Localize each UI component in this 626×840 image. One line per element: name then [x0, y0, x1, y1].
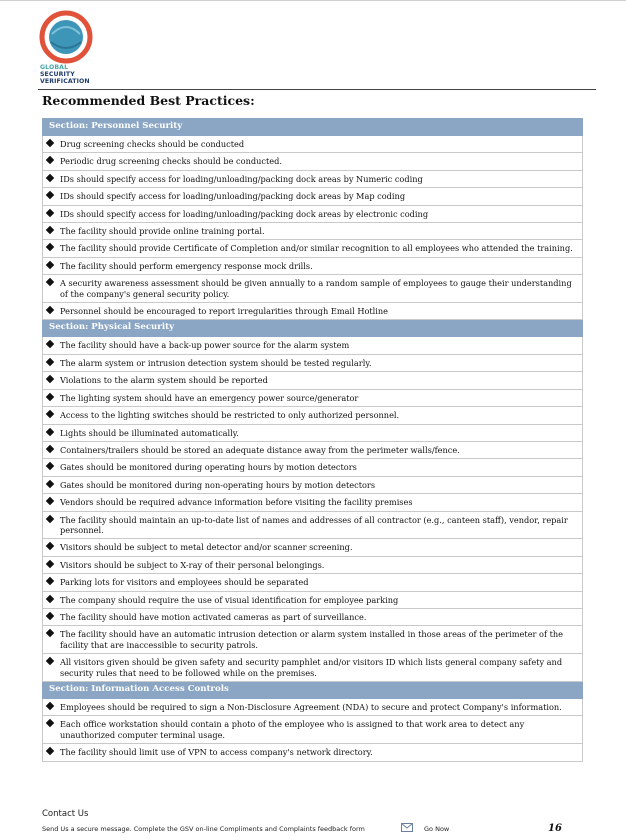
practice-cell	[43, 716, 583, 744]
practice-row	[43, 654, 583, 682]
practice-cell	[43, 153, 583, 170]
section-title: Section: Personnel Security	[43, 119, 583, 136]
diamond-bullet-icon	[46, 445, 54, 453]
practice-row	[43, 699, 583, 716]
practice-row	[43, 459, 583, 476]
practice-cell	[43, 136, 583, 153]
practice-text: Visitors should be subject to X-ray of their personal belongings.	[60, 559, 325, 570]
diamond-bullet-icon	[46, 278, 54, 286]
practice-text: A security awareness assessment should be given annually to a random sample of employees to gauge their understanding of the company's general security policy.	[60, 278, 572, 299]
practice-row	[43, 188, 583, 205]
practice-cell	[43, 240, 583, 257]
practice-text: Personnel should be encouraged to report irregularities through Email Hotline	[60, 306, 389, 317]
practice-row	[43, 372, 583, 389]
practice-cell	[43, 424, 583, 441]
practice-text: Lights should be illuminated automatically.	[60, 427, 239, 438]
practice-text: Drug screening checks should be conducted	[60, 139, 245, 149]
practice-text: Periodic drug screening checks should be conducted.	[60, 156, 282, 167]
practice-text: The alarm system or intrusion detection system should be tested regularly.	[60, 357, 372, 368]
practice-cell	[43, 626, 583, 654]
practice-cell	[43, 205, 583, 222]
logo-text	[40, 64, 90, 85]
diamond-bullet-icon	[46, 747, 54, 755]
logo-line-verification: VERIFICATION	[40, 78, 90, 85]
diamond-bullet-icon	[46, 156, 54, 164]
diamond-bullet-icon	[46, 497, 54, 505]
practice-row	[43, 275, 583, 303]
practice-text: Each office workstation should contain a photo of the employee who is assigned to that work area to detect any unauthorized computer terminal usage.	[60, 719, 525, 740]
practice-cell	[43, 459, 583, 476]
practice-cell	[43, 407, 583, 424]
practice-row	[43, 424, 583, 441]
practice-text: Employees should be required to sign a Non-Disclosure Agreement (NDA) to secure and protect Company's information.	[60, 702, 562, 712]
diamond-bullet-icon	[46, 462, 54, 470]
page-number: 16	[548, 823, 562, 834]
practice-cell	[43, 574, 583, 591]
practice-row	[43, 441, 583, 458]
practice-row	[43, 354, 583, 371]
practice-text: The facility should provide Certificate of Completion and/or similar recognition to all employees who attended the training.	[60, 243, 573, 254]
diamond-bullet-icon	[46, 560, 54, 568]
practice-row	[43, 257, 583, 274]
practice-row	[43, 223, 583, 240]
practice-row	[43, 556, 583, 573]
practice-row	[43, 303, 583, 320]
practice-text: The facility should limit use of VPN to access company's network directory.	[60, 747, 373, 758]
practice-text: The company should require the use of visual identification for employee parking	[60, 594, 399, 605]
diamond-bullet-icon	[46, 514, 54, 522]
practice-cell	[43, 539, 583, 556]
practice-row	[43, 389, 583, 406]
diamond-bullet-icon	[46, 719, 54, 727]
practice-row	[43, 494, 583, 511]
practice-text: All visitors given should be given safety and security pamphlet and/or visitors ID which lists general company safety and security rules that need to be followed while on the premises.	[60, 657, 563, 678]
practice-text: Containers/trailers should be stored an adequate distance away from the perimeter walls/fence.	[60, 444, 460, 455]
diamond-bullet-icon	[46, 542, 54, 550]
diamond-bullet-icon	[46, 410, 54, 418]
practice-row	[43, 476, 583, 493]
logo-line-security: SECURITY	[40, 71, 75, 78]
diamond-bullet-icon	[46, 261, 54, 269]
practice-text: Parking lots for visitors and employees should be separated	[60, 577, 309, 588]
practice-row	[43, 136, 583, 153]
practice-cell	[43, 275, 583, 303]
practice-row	[43, 407, 583, 424]
practice-cell	[43, 476, 583, 493]
practice-cell	[43, 372, 583, 389]
practice-row	[43, 626, 583, 654]
practice-row	[43, 591, 583, 608]
practice-row	[43, 744, 583, 761]
practice-cell	[43, 511, 583, 539]
practice-row	[43, 240, 583, 257]
diamond-bullet-icon	[46, 479, 54, 487]
practice-text: Access to the lighting switches should be restricted to only authorized personnel.	[60, 410, 400, 421]
practice-cell	[43, 354, 583, 371]
diamond-bullet-icon	[46, 612, 54, 620]
practice-text: IDs should specify access for loading/unloading/packing dock areas by electronic coding	[60, 208, 429, 219]
practice-cell	[43, 699, 583, 716]
diamond-bullet-icon	[46, 243, 54, 251]
practice-cell	[43, 744, 583, 761]
practice-cell	[43, 608, 583, 625]
practice-row	[43, 716, 583, 744]
practice-cell	[43, 257, 583, 274]
diamond-bullet-icon	[46, 174, 54, 182]
practice-cell	[43, 188, 583, 205]
practice-row	[43, 608, 583, 625]
diamond-bullet-icon	[46, 226, 54, 234]
practice-row	[43, 205, 583, 222]
practice-text: Violations to the alarm system should be reported	[60, 375, 268, 386]
diamond-bullet-icon	[46, 657, 54, 665]
diamond-bullet-icon	[46, 340, 54, 348]
practice-cell	[43, 223, 583, 240]
practice-row	[43, 170, 583, 187]
practice-text: Visitors should be subject to metal detector and/or scanner screening.	[60, 542, 353, 553]
practice-cell	[43, 494, 583, 511]
best-practices-table	[42, 118, 583, 762]
practice-row	[43, 337, 583, 354]
practice-text: IDs should specify access for loading/unloading/packing dock areas by Map coding	[60, 191, 406, 202]
practice-text: The facility should have an automatic intrusion detection or alarm system installed in those areas of the perimeter of the facility that are inaccessible to security patrols.	[60, 629, 564, 650]
diamond-bullet-icon	[46, 191, 54, 199]
practice-row	[43, 539, 583, 556]
page-top-edge	[0, 0, 626, 1]
practice-text: Vendors should be required advance information before visiting the facility premises	[60, 497, 413, 508]
diamond-bullet-icon	[46, 702, 54, 710]
practice-text: The facility should have a back-up power source for the alarm system	[60, 340, 350, 351]
practice-text: The facility should perform emergency response mock drills.	[60, 260, 313, 271]
logo-line-global: GLOBAL	[40, 64, 69, 71]
section-title: Section: Physical Security	[43, 320, 583, 337]
practice-cell	[43, 337, 583, 354]
practice-row	[43, 153, 583, 170]
practice-cell	[43, 170, 583, 187]
diamond-bullet-icon	[46, 427, 54, 435]
practice-cell	[43, 654, 583, 682]
contact-us-title: Contact Us	[42, 809, 89, 819]
page-heading: Recommended Best Practices:	[42, 93, 255, 108]
diamond-bullet-icon	[46, 629, 54, 637]
section-title: Section: Information Access Controls	[43, 682, 583, 699]
practice-text: Gates should be monitored during non-operating hours by motion detectors	[60, 479, 376, 490]
feedback-message: Send Us a secure message. Complete the GSV on-line Compliments and Complaints feedback form	[42, 825, 365, 833]
section-header-row	[43, 320, 583, 337]
section-header-row	[43, 682, 583, 699]
section-header-row	[43, 119, 583, 136]
diamond-bullet-icon	[46, 594, 54, 602]
practice-text: The facility should have motion activated cameras as part of surveillance.	[60, 611, 367, 622]
header-rule	[38, 89, 596, 90]
practice-row	[43, 574, 583, 591]
go-now-link[interactable]: Go Now	[424, 825, 450, 833]
envelope-icon[interactable]	[401, 823, 413, 832]
practice-cell	[43, 389, 583, 406]
diamond-bullet-icon	[46, 392, 54, 400]
diamond-bullet-icon	[46, 139, 54, 147]
practice-text: The facility should maintain an up-to-date list of names and addresses of all contractor (e.g., canteen staff), vendor, repair personnel.	[60, 514, 568, 535]
practice-row	[43, 511, 583, 539]
diamond-bullet-icon	[46, 375, 54, 383]
practice-text: The lighting system should have an emergency power source/generator	[60, 392, 359, 403]
diamond-bullet-icon	[46, 306, 54, 314]
practice-cell	[43, 591, 583, 608]
diamond-bullet-icon	[46, 577, 54, 585]
diamond-bullet-icon	[46, 208, 54, 216]
practice-text: Gates should be monitored during operating hours by motion detectors	[60, 462, 357, 473]
practice-cell	[43, 556, 583, 573]
practice-cell	[43, 303, 583, 320]
practice-text: The facility should provide online training portal.	[60, 226, 265, 237]
practice-cell	[43, 441, 583, 458]
diamond-bullet-icon	[46, 358, 54, 366]
practice-text: IDs should specify access for loading/unloading/packing dock areas by Numeric coding	[60, 173, 423, 184]
